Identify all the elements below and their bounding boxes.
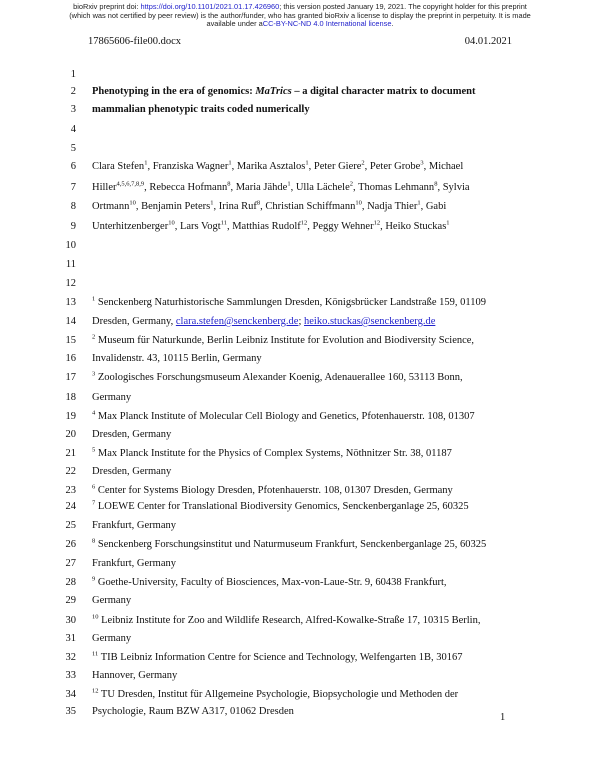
email-link-clara[interactable]: clara.stefen@senckenberg.de (175, 316, 299, 327)
author-name: Unterhitzenberger (92, 221, 169, 232)
line-number: 31 (65, 633, 76, 644)
banner-text: (which was not certified by peer review) is the author/funder, who has granted bioRxiv a license to display the preprint in perpetuity. It is made (69, 10, 531, 20)
author-name: , Heiko Stuckas (380, 221, 447, 232)
author-name: , Marika Asztalos (231, 161, 306, 172)
author-name: , Christian Schiffmann (260, 201, 356, 212)
author-affiliation-sup: 1 (144, 159, 148, 167)
document-date: 04.01.2021 (464, 36, 512, 47)
line-number: 32 (65, 652, 76, 663)
author-affiliation-sup: 10 (355, 199, 362, 207)
author-affiliation-sup: 3 (420, 159, 424, 167)
line-number: 11 (65, 259, 76, 270)
line-number: 17 (65, 372, 76, 383)
line-number: 20 (65, 429, 76, 440)
affiliation-12-cont: Psychologie, Raum BZW A317, 01062 Dresden (92, 706, 294, 717)
line-number: 4 (70, 124, 76, 135)
line-number: 7 (70, 182, 76, 193)
author-name: , Gabi (420, 201, 447, 212)
affiliation-7: $^7$ LOEWE Center for Translational Biodiversity Genomics, Senckenberganlage 25, 60325 (92, 499, 469, 512)
author-line (92, 179, 470, 197)
page-number: 1 (500, 712, 506, 723)
author-affiliation-sup: 1 (446, 219, 450, 227)
banner-text: . (391, 19, 394, 29)
author-name: Hiller (92, 182, 117, 193)
author-name: , Nadja Thier (361, 201, 418, 212)
line-number: 5 (70, 143, 76, 154)
affiliation-2: $^2$ Museum für Naturkunde, Berlin Leibniz Institute for Evolution and Biodiversity Science, (92, 333, 475, 346)
author-name: , Michael (423, 161, 464, 172)
affiliation-4: $^4$ Max Planck Institute of Molecular Cell Biology and Genetics, Pfotenhauerstr. 108, 01307 (92, 409, 475, 422)
affiliation-5-cont: Dresden, Germany (92, 466, 172, 477)
line-number: 13 (65, 297, 76, 308)
author-name: Ortmann (92, 201, 130, 212)
line-number: 15 (65, 335, 76, 346)
affiliation-5: $^5$ Max Planck Institute for the Physics of Complex Systems, Nöthnitzer Str. 38, 01187 (92, 446, 452, 459)
line-number: 35 (65, 706, 76, 717)
author-affiliation-sup: 2 (349, 180, 354, 188)
author-affiliation-sup: 8 (434, 180, 438, 188)
author-affiliation-sup: 10 (168, 219, 175, 227)
author-name: , Rebecca Hofmann (144, 182, 228, 193)
paper-title-line2: mammalian phenotypic traits coded numerically (92, 104, 310, 115)
line-number: 21 (65, 448, 76, 459)
line-number: 33 (65, 670, 76, 681)
author-name: Clara Stefen (92, 161, 145, 172)
affiliation-11: $^{11}$ TIB Leibniz Information Centre for Science and Technology, Welfengarten 1B, 30167 (92, 650, 463, 663)
author-affiliation-sup: 10 (129, 199, 136, 207)
affiliation-8-cont: Frankfurt, Germany (92, 558, 176, 569)
author-name: , Maria Jähde (230, 182, 288, 193)
author-line (92, 158, 463, 176)
affiliation-7-cont: Frankfurt, Germany (92, 520, 176, 531)
line-number: 18 (65, 392, 76, 403)
author-name: , Lars Vogt (174, 221, 221, 232)
author-name: , Sylvia (437, 182, 470, 193)
author-affiliation-sup: 8 (227, 180, 231, 188)
line-number: 27 (65, 558, 76, 569)
author-affiliation-sup: 1 (287, 180, 291, 188)
affiliation-12: $^{12}$ TU Dresden, Institut für Allgemeine Psychologie, Biopsychologie und Methoden der (92, 687, 459, 700)
affiliation-9-cont: Germany (92, 595, 132, 606)
line-number: 23 (65, 485, 76, 496)
author-affiliation-sup: 2 (361, 159, 365, 167)
author-affiliation-sup: 1 (305, 159, 309, 167)
document-filename: 17865606-file00.docx (88, 36, 182, 47)
line-number: 29 (65, 595, 76, 606)
author-name: , Thomas Lehmann (353, 182, 435, 193)
author-affiliation-sup: 1 (228, 159, 232, 167)
author-name: , Franziska Wagner (147, 161, 229, 172)
banner-text: available under a (206, 19, 263, 29)
author-name: , Peggy Wehner (307, 221, 374, 232)
affiliation-3-cont: Germany (92, 392, 132, 403)
line-number: 26 (65, 539, 76, 550)
line-number: 8 (70, 201, 76, 212)
affiliation-4-cont: Dresden, Germany (92, 429, 172, 440)
affiliation-2-cont: Invalidenstr. 43, 10115 Berlin, Germany (92, 353, 262, 364)
line-number: 10 (65, 240, 76, 251)
title-italic: MaTrics (255, 86, 292, 97)
affiliation-10-cont: Germany (92, 633, 132, 644)
author-name: , Benjamin Peters (135, 201, 211, 212)
author-line (92, 198, 446, 216)
affiliation-3: $^3$ Zoologisches Forschungsmuseum Alexander Koenig, Adenauerallee 160, 53113 Bonn, (92, 370, 463, 383)
line-number: 9 (70, 221, 76, 232)
author-affiliation-sup: 4,5,6,7,8,9 (116, 180, 145, 188)
affiliation-10: $^{10}$ Leibniz Institute for Zoo and Wildlife Research, Alfred-Kowalke-Straße 17, 10315 Berlin, (92, 613, 481, 626)
author-affiliation-sup: 12 (373, 219, 381, 227)
affiliation-1-cont: Dresden, Germany, clara.stefen@senckenberg.de; heiko.stuckas@senckenberg.de (92, 316, 436, 327)
author-name: , Matthias Rudolf (226, 221, 301, 232)
line-number: 3 (70, 104, 76, 115)
author-name: , Irina Ruf (213, 201, 257, 212)
line-number: 24 (65, 501, 76, 512)
line-number: 12 (65, 278, 76, 289)
line-number: 19 (65, 411, 76, 422)
preprint-banner (40, 3, 560, 29)
author-affiliation-sup: 12 (300, 219, 308, 227)
paper-title: Phenotyping in the era of genomics: MaTrics – a digital character matrix to document (92, 86, 476, 97)
line-number: 28 (65, 577, 76, 588)
author-line (92, 218, 450, 236)
line-number: 25 (65, 520, 76, 531)
author-affiliation-sup: 1 (417, 199, 421, 207)
affiliation-8: $^8$ Senckenberg Forschungsinstitut und Naturmuseum Frankfurt, Senckenberganlage 25, 60325 (92, 537, 487, 550)
affiliation-1: $^1$ Senckenberg Naturhistorische Sammlungen Dresden, Königsbrücker Landstraße 159, 01109 (92, 295, 486, 308)
license-link[interactable]: CC-BY-NC-ND 4.0 International license (262, 19, 392, 29)
line-number: 6 (70, 161, 76, 172)
banner-text: ; this version posted January 19, 2021. The copyright holder for this preprint (279, 2, 527, 11)
email-link-heiko[interactable]: heiko.stuckas@senckenberg.de (304, 316, 436, 327)
author-name: , Peter Grobe (364, 161, 421, 172)
doi-link[interactable]: https://doi.org/10.1101/2021.01.17.426960 (140, 2, 280, 11)
author-affiliation-sup: 11 (220, 219, 227, 227)
affiliation-9: $^9$ Goethe-University, Faculty of Biosciences, Max-von-Laue-Str. 9, 60438 Frankfurt, (92, 575, 447, 588)
line-number: 30 (65, 615, 76, 626)
line-number: 2 (70, 86, 76, 97)
author-name: , Ulla Lächele (290, 182, 350, 193)
line-number: 22 (65, 466, 76, 477)
affiliation-11-cont: Hannover, Germany (92, 670, 178, 681)
author-affiliation-sup: 8 (256, 199, 261, 207)
author-name: , Peter Giere (308, 161, 362, 172)
line-number: 14 (65, 316, 76, 327)
line-number: 1 (70, 69, 76, 80)
banner-text: bioRxiv preprint doi: (73, 2, 141, 11)
line-number: 34 (65, 689, 76, 700)
line-number: 16 (65, 353, 76, 364)
affiliation-6: $^6$ Center for Systems Biology Dresden, Pfotenhauerstr. 108, 01307 Dresden, Germany (92, 483, 453, 496)
author-affiliation-sup: 1 (210, 199, 214, 207)
